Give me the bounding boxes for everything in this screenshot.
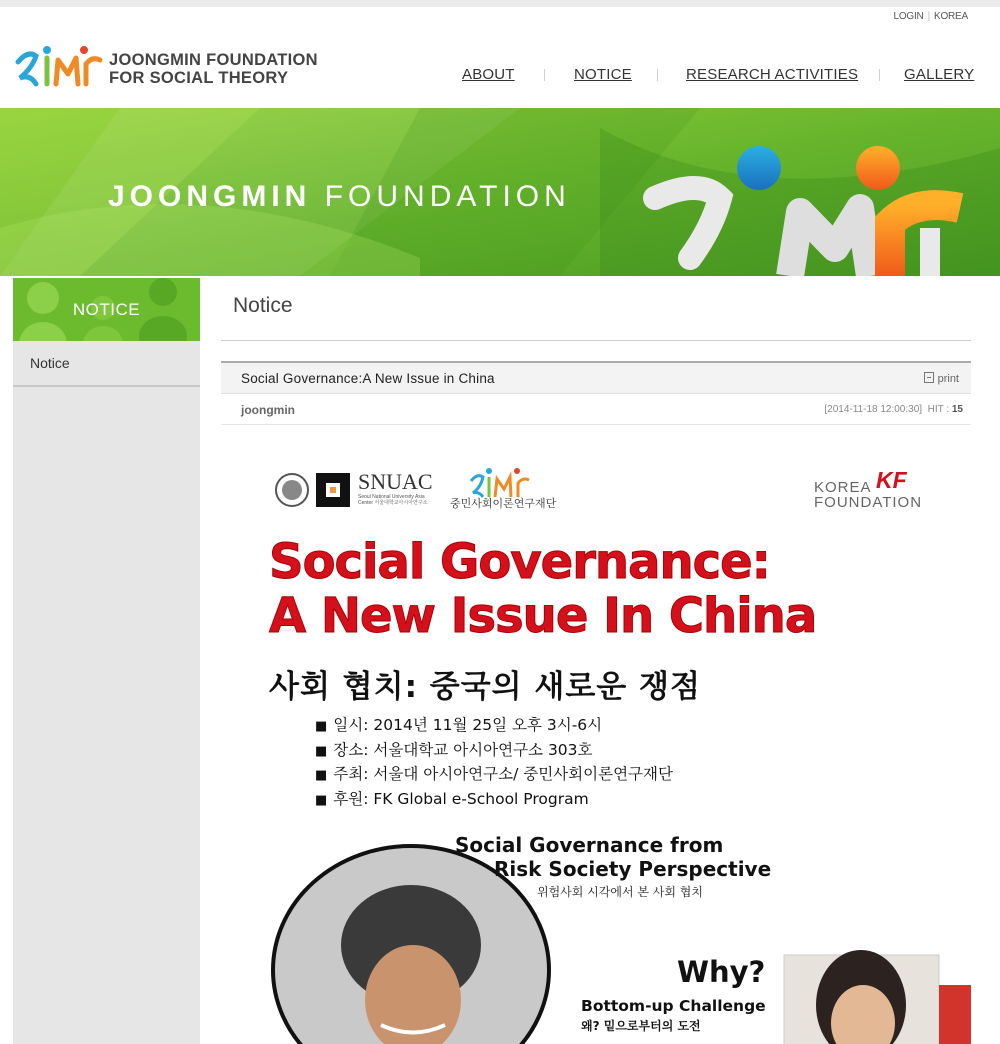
site-logo[interactable] bbox=[14, 42, 334, 92]
detail-item: ■ 후원: FK Global e-School Program bbox=[315, 788, 673, 813]
session2-subtitle: Bottom-up Challenge bbox=[581, 997, 766, 1015]
snuac-logo-text: SNUAC bbox=[358, 469, 433, 494]
post-header bbox=[221, 361, 971, 394]
detail-item: ■ 장소: 서울대학교 아시아연구소 303호 bbox=[315, 739, 673, 764]
joongmin-kr-logo-text: 중민사회이론연구재단 bbox=[450, 498, 557, 510]
nav-gallery[interactable]: GALLERY bbox=[904, 66, 975, 83]
nav-about[interactable]: ABOUT bbox=[462, 66, 515, 83]
language-link[interactable]: KOREA bbox=[933, 11, 968, 22]
session1-title-line-1: Social Governance from bbox=[455, 833, 724, 857]
poster-headline-line-2: A New Issue In China bbox=[269, 588, 817, 644]
print-label: print bbox=[937, 373, 959, 385]
sidebar-title: NOTICE bbox=[72, 300, 141, 319]
print-button[interactable] bbox=[924, 372, 959, 385]
session2-subtitle-korean: 왜? 밑으로부터의 도전 bbox=[581, 1019, 701, 1033]
title-divider bbox=[221, 340, 971, 341]
nav-notice[interactable]: NOTICE bbox=[574, 66, 632, 83]
logo-line-1: JOONGMIN FOUNDATION bbox=[109, 51, 318, 69]
post-date-hit bbox=[824, 404, 963, 415]
post-view bbox=[221, 361, 971, 425]
event-poster bbox=[221, 425, 971, 1044]
page-title: Notice bbox=[233, 294, 293, 317]
banner-title-bold: JOONGMIN bbox=[108, 180, 312, 213]
poster-headline-line-1: Social Governance: bbox=[269, 534, 770, 590]
nav-divider bbox=[544, 69, 545, 81]
poster-headline-korean: 사회 협치: 중국의 새로운 쟁점 bbox=[269, 669, 701, 705]
banner-title-light: FOUNDATION bbox=[324, 180, 571, 213]
post-author: joongmin bbox=[241, 403, 295, 417]
post-date: [2014-11-18 12:00:30] bbox=[824, 404, 923, 415]
hero-banner bbox=[0, 108, 1000, 276]
login-link[interactable]: LOGIN bbox=[893, 11, 924, 22]
detail-item: ■ 주최: 서울대 아시아연구소/ 중민사회이론연구재단 bbox=[315, 763, 673, 788]
jmf-logo-icon bbox=[14, 44, 104, 90]
hit-label: HIT : bbox=[927, 404, 950, 415]
sidebar-header bbox=[13, 278, 200, 341]
nav-divider bbox=[657, 69, 658, 81]
nav-divider bbox=[879, 69, 880, 81]
detail-item: ■ 일시: 2014년 11월 25일 오후 3시-6시 bbox=[315, 714, 673, 739]
post-meta bbox=[221, 394, 971, 425]
left-sidebar bbox=[13, 278, 200, 1044]
poster-details bbox=[315, 714, 673, 812]
snuac-subtext: Seoul National University Asia Center 서울대학교아시아연구소 bbox=[358, 494, 428, 506]
main-nav bbox=[440, 66, 980, 86]
session2-title: Why? bbox=[677, 955, 766, 989]
kf-logo-line-2: FOUNDATION bbox=[814, 494, 923, 511]
utility-links bbox=[893, 11, 968, 22]
util-separator: | bbox=[927, 11, 930, 22]
kf-logo-mark: KF bbox=[876, 467, 907, 493]
session1-title-line-2: Risk Society Perspective bbox=[494, 857, 772, 881]
kf-logo-line-1: KOREA bbox=[814, 479, 872, 496]
nav-research-activities[interactable]: RESEARCH ACTIVITIES bbox=[686, 66, 859, 83]
banner-title bbox=[108, 180, 571, 214]
print-icon bbox=[924, 372, 934, 383]
session1-title-korean: 위험사회 시각에서 본 사회 협치 bbox=[537, 885, 703, 899]
poster-headline bbox=[269, 535, 816, 643]
sidebar-item-notice[interactable]: Notice bbox=[13, 341, 200, 387]
post-title: Social Governance:A New Issue in China bbox=[241, 371, 495, 386]
top-strip bbox=[0, 0, 1000, 7]
logo-line-2: FOR SOCIAL THEORY bbox=[109, 69, 289, 87]
hit-count: 15 bbox=[951, 404, 963, 415]
